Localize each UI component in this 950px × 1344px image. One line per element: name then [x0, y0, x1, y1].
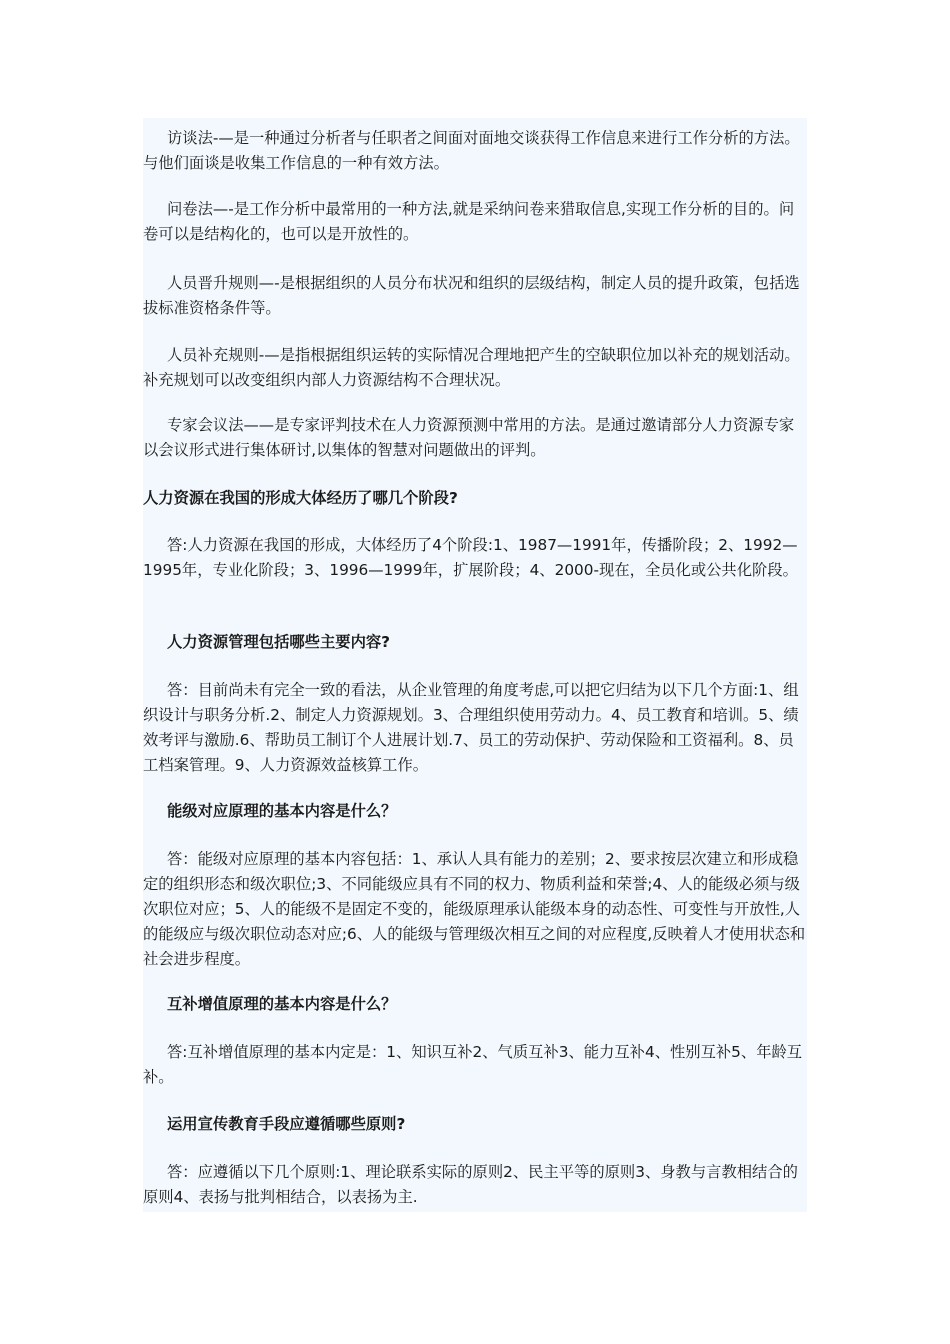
paragraph-interview-method: 访谈法-—是一种通过分析者与任职者之间面对面地交谈获得工作信息来进行工作分析的方法。与他们面谈是收集工作信息的一种有效方法。: [143, 129, 800, 172]
question-heading-3: 能级对应原理的基本内容是什么？: [167, 802, 397, 820]
question-heading-1: 人力资源在我国的形成大体经历了哪几个阶段?: [143, 489, 458, 507]
question-heading-5: 运用宣传教育手段应遵循哪些原则?: [167, 1115, 406, 1133]
document-body: [143, 118, 807, 1212]
paragraph-replenishment-rules: 人员补充规则-—是指根据组织运转的实际情况合理地把产生的空缺职位加以补充的规划活动。补充规划可以改变组织内部人力资源结构不合理状况。: [143, 346, 800, 389]
question-heading-4: 互补增值原理的基本内容是什么？: [167, 995, 397, 1013]
paragraph-promotion-rules: 人员晋升规则—-是根据组织的人员分布状况和组织的层级结构，制定人员的提升政策，包括选拔标准资格条件等。: [143, 274, 800, 317]
question-heading-2: 人力资源管理包括哪些主要内容?: [167, 633, 391, 651]
answer-4: 答:互补增值原理的基本内定是：1、知识互补2、气质互补3、能力互补4、性别互补5、年龄互补。: [143, 1043, 803, 1086]
answer-1: 答:人力资源在我国的形成，大体经历了4个阶段:1、1987—1991年，传播阶段；2、1992—1995年，专业化阶段；3、1996—1999年，扩展阶段；4、2000-现在，全员化或公共化阶段。: [143, 536, 798, 579]
answer-3: 答：能级对应原理的基本内容包括：1、承认人具有能力的差别；2、要求按层次建立和形成稳定的组织形态和级次职位;3、不同能级应具有不同的权力、物质利益和荣誉;4、人的能级必须与级次职位对应；5、人的能级不是固定不变的，能级原理承认能级本身的动态性、可变性与开放性,人的能级应与级次职位动态对应;6、人的能级与管理级次相互之间的对应程度,反映着人才使用状态和社会进步程度。: [143, 850, 806, 968]
paragraph-questionnaire-method: 问卷法—-是工作分析中最常用的一种方法,就是采纳问卷来猎取信息,实现工作分析的目的。问卷可以是结构化的，也可以是开放性的。: [143, 200, 795, 243]
answer-2: 答：目前尚未有完全一致的看法，从企业管理的角度考虑,可以把它归结为以下几个方面:1、组织设计与职务分析.2、制定人力资源规划。3、合理组织使用劳动力。4、员工教育和培训。5、绩效考评与激励.6、帮助员工制订个人进展计划.7、员工的劳动保护、劳动保险和工资福利。8、员工档案管理。9、人力资源效益核算工作。: [143, 681, 799, 774]
answer-5: 答：应遵循以下几个原则:1、理论联系实际的原则2、民主平等的原则3、身教与言教相结合的原则4、表扬与批判相结合，以表扬为主.: [143, 1163, 798, 1206]
paragraph-expert-meeting-method: 专家会议法——是专家评判技术在人力资源预测中常用的方法。是通过邀请部分人力资源专家以会议形式进行集体研讨,以集体的智慧对问题做出的评判。: [143, 416, 795, 459]
